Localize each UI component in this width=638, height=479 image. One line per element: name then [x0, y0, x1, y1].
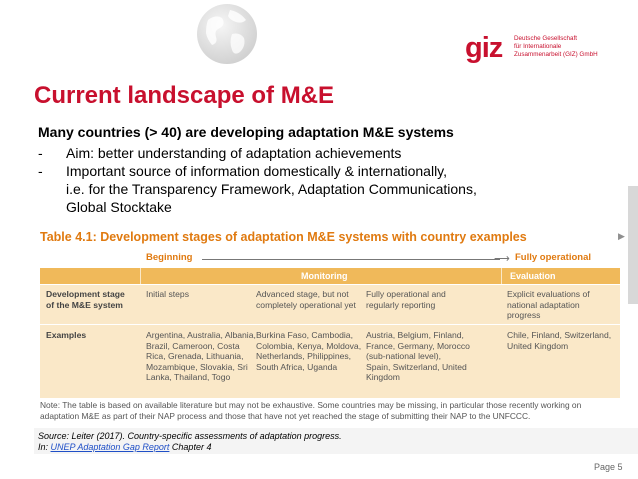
row-label-stage: Development stage of the M&E system [46, 289, 125, 310]
bullet-text: Global Stocktake [66, 199, 172, 215]
table-title: Table 4.1: Development stages of adaptation M&E systems with country examples [40, 230, 527, 244]
stage-cell: Fully operational and regularly reporting [366, 289, 446, 310]
stage-cell: Advanced stage, but not completely operational yet [256, 289, 356, 310]
example-cell: Burkina Faso, Cambodia, Colombia, Kenya, Moldova, Netherlands, Philippines, South Africa, Uganda [256, 330, 362, 372]
header-blank [40, 268, 140, 284]
stage-cell: Explicit evaluations of national adaptation progress [507, 289, 590, 320]
triangle-right-icon[interactable]: ▶ [618, 231, 625, 241]
slide-title: Current landscape of M&E [34, 82, 335, 109]
row-label-examples: Examples [46, 330, 87, 340]
example-cell: Austria, Belgium, Finland, France, Germany, Morocco (sub-national level), Spain, Switzerland, United Kingdom [366, 330, 470, 382]
logo-org-name: Deutsche Gesellschaft für Internationale Zusammenarbeit (GIZ) GmbH [514, 35, 598, 58]
progress-line [202, 259, 500, 260]
report-link[interactable]: UNEP Adaptation Gap Report [50, 442, 170, 452]
bullet-list [38, 144, 477, 216]
source-prefix: In: [38, 442, 51, 452]
header-monitoring-label: Monitoring [301, 271, 348, 281]
page-number: Page 5 [594, 462, 623, 472]
globe-icon [196, 0, 258, 72]
row-divider [40, 324, 620, 325]
header-evaluation [502, 268, 620, 284]
development-stages-table [40, 246, 620, 396]
logo-wordmark: giz [465, 32, 503, 64]
bullet-continuation [38, 180, 477, 198]
slide-subtitle: Many countries (> 40) are developing adaptation M&E systems [38, 124, 454, 140]
bullet-continuation [38, 198, 477, 216]
bullet-item [38, 162, 477, 180]
source-suffix: Chapter 4 [169, 442, 212, 452]
bullet-text: Aim: better understanding of adaptation achievements [66, 145, 402, 161]
progress-arrow [40, 246, 620, 268]
header-monitoring [141, 268, 501, 284]
source-line-1: Source: Leiter (2017). Country-specific assessments of adaptation progress. [38, 431, 342, 441]
slide-nav-bar[interactable] [628, 186, 638, 304]
row-divider [40, 284, 620, 285]
bullet-dash: - [38, 163, 43, 179]
table-body [40, 268, 620, 398]
source-citation [38, 431, 342, 453]
bullet-text: Important source of information domestically & internationally, [66, 163, 448, 179]
stage-cell: Initial steps [146, 289, 189, 299]
example-cell: Argentina, Australia, Albania, Brazil, Cameroon, Costa Rica, Grenada, Lithuania, Mozambique, Slovakia, Sri Lanka, Thailand, Togo [146, 330, 256, 382]
source-line-2 [38, 442, 342, 453]
bullet-text: i.e. for the Transparency Framework, Adaptation Communications, [66, 181, 477, 197]
table-note: Note: The table is based on available literature but may not be exhaustive. Some countries may be missing, in particular those recently working on adaptation M&E as part of their NAP process and those that have not yet reached the stage of submitting their NAP to the UNFCCC. [40, 400, 582, 421]
progress-begin-label: Beginning [146, 252, 193, 263]
bullet-dash: - [38, 145, 43, 161]
bullet-item [38, 144, 477, 162]
example-cell: Chile, Finland, Switzerland, United Kingdom [507, 330, 612, 351]
progress-full-label: Fully operational [515, 252, 592, 263]
giz-logo [465, 34, 615, 68]
arrow-right-icon: ⟶ [494, 253, 510, 265]
header-evaluation-label: Evaluation [510, 271, 556, 281]
